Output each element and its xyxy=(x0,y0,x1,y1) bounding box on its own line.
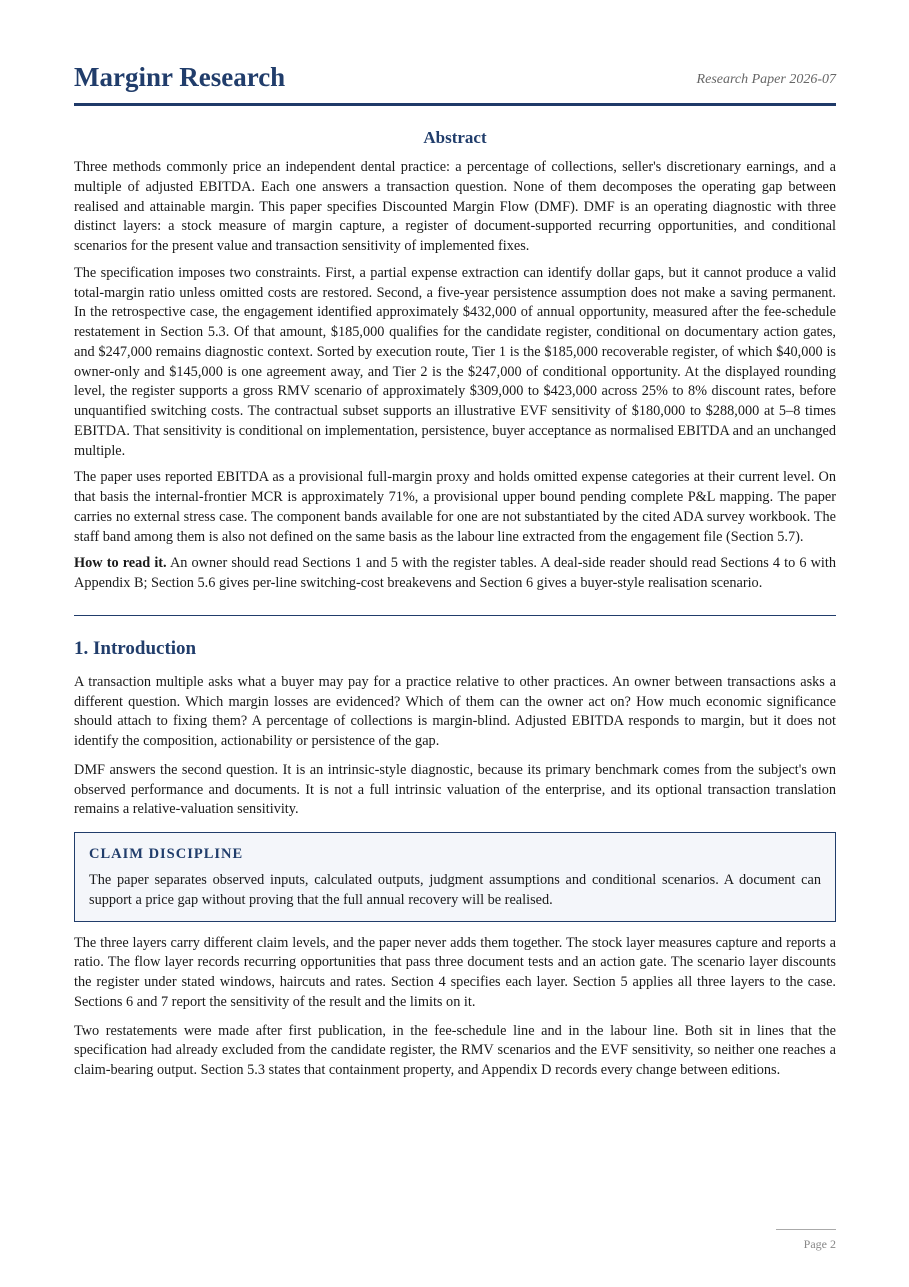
footer-divider xyxy=(776,1229,836,1230)
page-header xyxy=(74,0,836,106)
section-divider xyxy=(74,615,836,616)
how-to-read-label: How to read it. xyxy=(74,555,167,572)
page-number: Page 2 xyxy=(803,1237,836,1251)
abstract-heading: Abstract xyxy=(423,128,487,147)
claim-discipline-box xyxy=(74,832,836,922)
how-to-read-paragraph xyxy=(74,554,836,594)
intro-paragraph-4: Two restatements were made after first publication, in the fee-schedule line and in the labour line. Both sit in lines that the specification had already excluded from the candidate register, the RMV scenarios and the EVF sensitivity, so neither one reaches a claim-bearing output. Section 5.3 states that containment property, and Appendix D records every change between editions. xyxy=(74,1022,836,1078)
claim-discipline-text: The paper separates observed inputs, calculated outputs, judgment assumptions and conditional scenarios. A document can support a price gap without proving that the full annual recovery will be realised. xyxy=(89,872,821,908)
abstract-paragraph-3: The paper uses reported EBITDA as a provisional full-margin proxy and holds omitted expense categories at their current level. On that basis the internal-frontier MCR is approximately 71%, a provisional upper bound pending complete P&L mapping. The paper carries no external stress case. The component bands available for one are not substantiated by the cited ADA survey workbook. The staff band among them is also not defined on the same basis as the labour line extracted from the engagement file (Section 5.7). xyxy=(74,469,836,545)
abstract-paragraph-2: The specification imposes two constraints. First, a partial expense extraction can identify dollar gaps, but it cannot produce a valid total-margin ratio unless omitted costs are restored. Second, a five-year persistence assumption does not make a saving permanent. In the retrospective case, the engagement identified approximately $432,000 of annual opportunity, measured after the fee-schedule restatement in Section 5.3. Of that amount, $185,000 qualifies for the candidate register, conditional on documentary action gates, and $247,000 remains diagnostic context. Sorted by execution route, Tier 1 is the $185,000 recoverable register, of which $40,000 is owner-only and $145,000 is one agreement away, and Tier 2 is the $247,000 of conditional opportunity. At the displayed rounding level, the register supports a gross RMV scenario of approximately $309,000 to $423,000 across 25% to 8% discount rates, before unquantified switching costs. The contractual subset supports an illustrative EVF sensitivity of $180,000 to $288,000 at 5–8 times EBITDA. That sensitivity is conditional on implementation, persistence, buyer acceptance as normalised EBITDA and an unchanged multiple. xyxy=(74,264,836,459)
intro-paragraph-3: The three layers carry different claim levels, and the paper never adds them together. The stock layer measures capture and reports a ratio. The flow layer records recurring opportunities that pass three document tests and an action gate. The scenario layer discounts the register under stated windows, haircuts and rates. Section 4 specifies each layer. Section 5 applies all three layers to the case. Sections 6 and 7 report the sensitivity of the result and the limits on it. xyxy=(74,934,836,1010)
how-to-read-text: An owner should read Sections 1 and 5 with the register tables. A deal-side reader should read Sections 4 to 6 with Appendix B; Section 5.6 gives per-line switching-cost breakevens and Section 6 gives a buyer-style realisation scenario. xyxy=(74,555,836,591)
intro-paragraph-2: DMF answers the second question. It is an intrinsic-style diagnostic, because its primary benchmark comes from the subject's own observed performance and documents. It is not a full intrinsic valuation of the enterprise, and its optional transaction translation remains a relative-valuation sensitivity. xyxy=(74,761,836,818)
claim-discipline-heading: CLAIM DISCIPLINE xyxy=(89,846,244,862)
brand-title: Marginr Research xyxy=(74,62,286,92)
abstract-section xyxy=(74,127,836,594)
paper-identifier: Research Paper 2026-07 xyxy=(696,72,836,87)
intro-paragraph-1: A transaction multiple asks what a buyer may pay for a practice relative to other practices. An owner between transactions asks a different question. Which margin losses are evidenced? Which of them can the owner act on? How much economic significance should attach to fixing them? A percentage of collections is margin-blind. Adjusted EBITDA responds to margin, but it does not identify the composition, actionability or persistence of the gap. xyxy=(74,673,836,749)
introduction-section xyxy=(74,637,836,1081)
introduction-heading: 1. Introduction xyxy=(74,637,197,659)
abstract-paragraph-1: Three methods commonly price an independent dental practice: a percentage of collections, seller's discretionary earnings, and a multiple of adjusted EBITDA. Each one answers a transaction question. None of them decomposes the operating gap between realised and attainable margin. This paper specifies Discounted Margin Flow (DMF). DMF is an operating diagnostic with three distinct layers: a stock measure of margin capture, a register of document-supported recurring opportunities, and conditional scenarios for the present value and transaction sensitivity of implemented fixes. xyxy=(74,159,836,254)
paper-page xyxy=(74,0,836,1090)
